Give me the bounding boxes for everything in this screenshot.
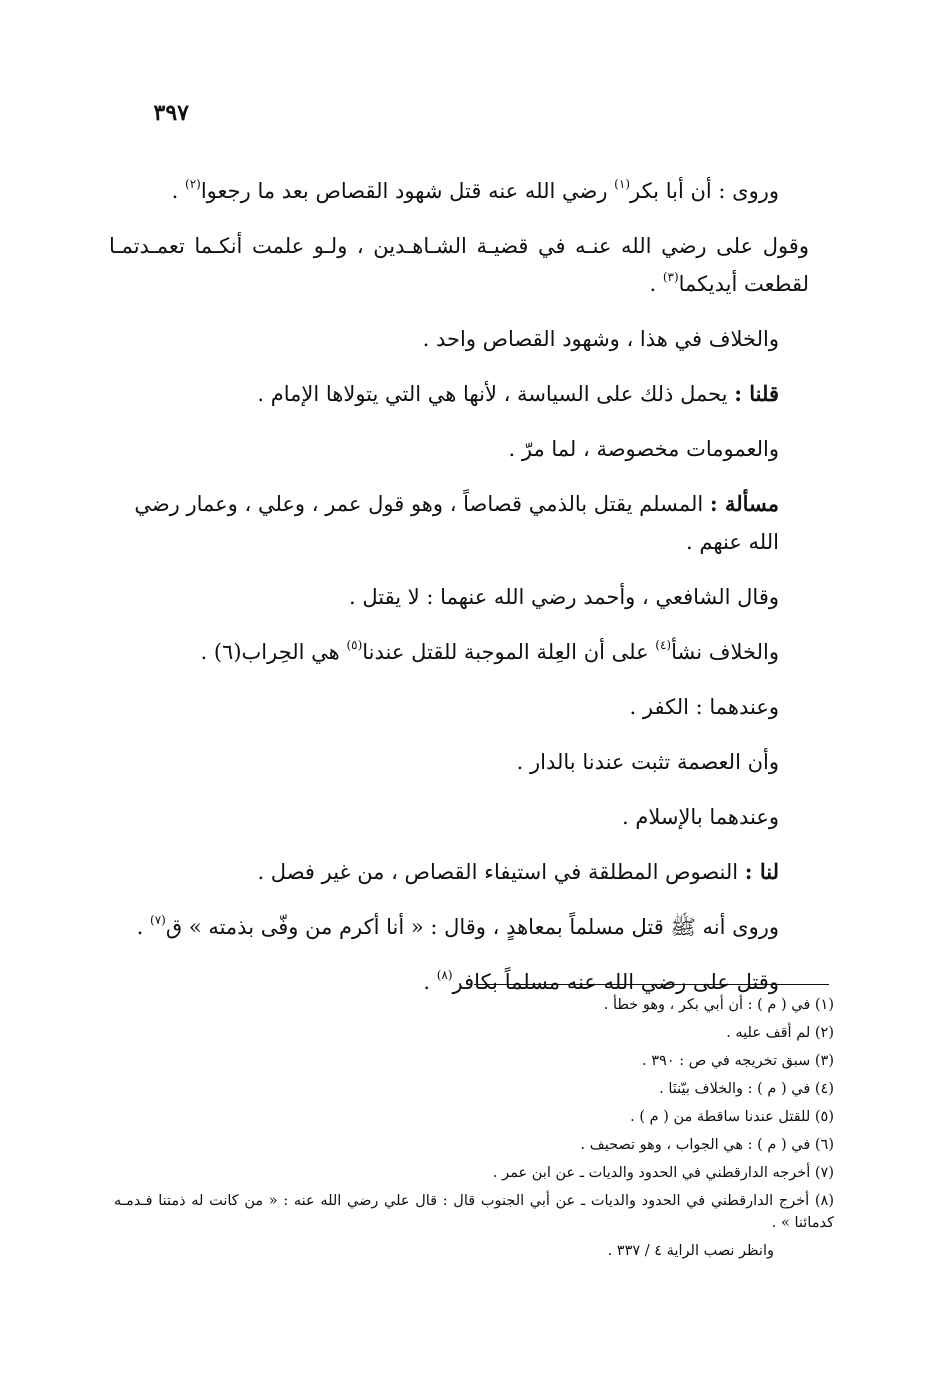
paragraph-text: وروى : أن أبا بكر (630, 179, 779, 203)
paragraph-text: وأن العصمة تثبت عندنا بالدار . (516, 750, 779, 774)
footnote-2: (٢) لم أقف عليه . (726, 1025, 834, 1041)
paragraph-10 (109, 743, 809, 781)
paragraph-4 (109, 375, 809, 413)
footnote-ref-1[interactable]: (١) (614, 177, 630, 191)
paragraph-text: وقول على رضي الله عنـه في قضيـة الشـاهـدين ، ولـو علمت أنكـما تعمـدتمـا لقطعت أيديكما (109, 234, 809, 296)
paragraph-text: والخلاف نشأ (671, 640, 779, 664)
footnote-7: (٧) أخرجه الدارقطني في الحدود والديات ـ عن ابن عمر . (492, 1165, 834, 1181)
footnote-ref-4[interactable]: (٤) (655, 638, 672, 652)
footnote-3: (٣) سبق تخريجه في ص : ٣٩٠ . (642, 1053, 834, 1069)
footnote-8-continuation: وانظر نصب الراية ٤ / ٣٣٧ . (607, 1243, 774, 1259)
paragraph-2 (109, 227, 809, 303)
footnote-divider (474, 984, 829, 985)
paragraph-6 (109, 485, 809, 561)
paragraph-text: وعندهما : الكفر . (629, 695, 779, 719)
paragraph-text: وعندهما بالإسلام . (621, 805, 779, 829)
page-number: ٣٩٧ (153, 100, 189, 126)
paragraph-lead: قلنا : (734, 381, 779, 406)
paragraph-text: هي الحِراب(٦) . (200, 640, 347, 664)
paragraph-text: وقتل على رضي الله عنه مسلماً بكافر (452, 970, 779, 994)
paragraph-text: وروى أنه ﷺ قتل مسلماً بمعاهدٍ ، وقال : « أنا أكرم من وفّى بذمته » ق (165, 915, 779, 939)
footnote-5: (٥) للقتل عندنا ساقطة من ( م ) . (630, 1109, 834, 1125)
footnote-ref-2[interactable]: (٢) (185, 177, 201, 191)
paragraph-12 (109, 853, 809, 891)
paragraph-text: والخلاف في هذا ، وشهود القصاص واحد . (422, 327, 779, 351)
paragraph-lead: لنا : (744, 859, 779, 884)
footnote-ref-3[interactable]: (٣) (662, 270, 679, 284)
footnote-ref-8[interactable]: (٨) (436, 968, 453, 982)
paragraph-8 (109, 633, 809, 671)
paragraph-13 (109, 908, 809, 946)
paragraph-text: والعمومات مخصوصة ، لما مرّ . (508, 437, 779, 461)
paragraph-text: . (423, 970, 437, 994)
paragraph-text: رضي الله عنه قتل شهود القصاص بعد ما رجعوا (200, 179, 615, 203)
footnote-8: (٨) أخرج الدارقطني في الحدود والديات ـ عن أبي الجنوب قال : قال علي رضي الله عنه : « من كانت له ذمتنا فـدمـه كدمائنا » . (114, 1193, 834, 1231)
paragraph-1 (109, 172, 809, 210)
footnote-4: (٤) في ( م ) : والخلاف بيّننَا . (659, 1081, 834, 1097)
footnotes (114, 994, 834, 1268)
main-text (109, 172, 809, 1018)
paragraph-text: . (649, 272, 663, 296)
paragraph-7 (109, 578, 809, 616)
paragraph-11 (109, 798, 809, 836)
paragraph-3 (109, 320, 809, 358)
paragraph-text: . (171, 179, 186, 203)
footnote-1: (١) في ( م ) : أن أبي بكر ، وهو خطأ . (603, 997, 834, 1013)
footnote-6: (٦) في ( م ) : هي الجواب ، وهو تصحيف . (580, 1137, 834, 1153)
paragraph-lead: مسألة : (709, 491, 779, 516)
footnote-ref-5[interactable]: (٥) (346, 638, 363, 652)
paragraph-text: وقال الشافعي ، وأحمد رضي الله عنهما : لا يقتل . (349, 585, 779, 609)
paragraph-text: . (136, 915, 151, 939)
paragraph-5 (109, 430, 809, 468)
paragraph-text: النصوص المطلقة في استيفاء القصاص ، من غير فصل . (257, 860, 745, 884)
footnote-ref-7[interactable]: (٧) (150, 913, 166, 927)
paragraph-text: يحمل ذلك على السياسة ، لأنها هي التي يتولاها الإمام . (257, 382, 735, 406)
paragraph-9 (109, 688, 809, 726)
paragraph-text: المسلم يقتل بالذمي قصاصاً ، وهو قول عمر ، وعلي ، وعمار رضي الله عنهم . (134, 492, 779, 554)
paragraph-text: على أن العِلة الموجبة للقتل عندنا (362, 640, 656, 664)
